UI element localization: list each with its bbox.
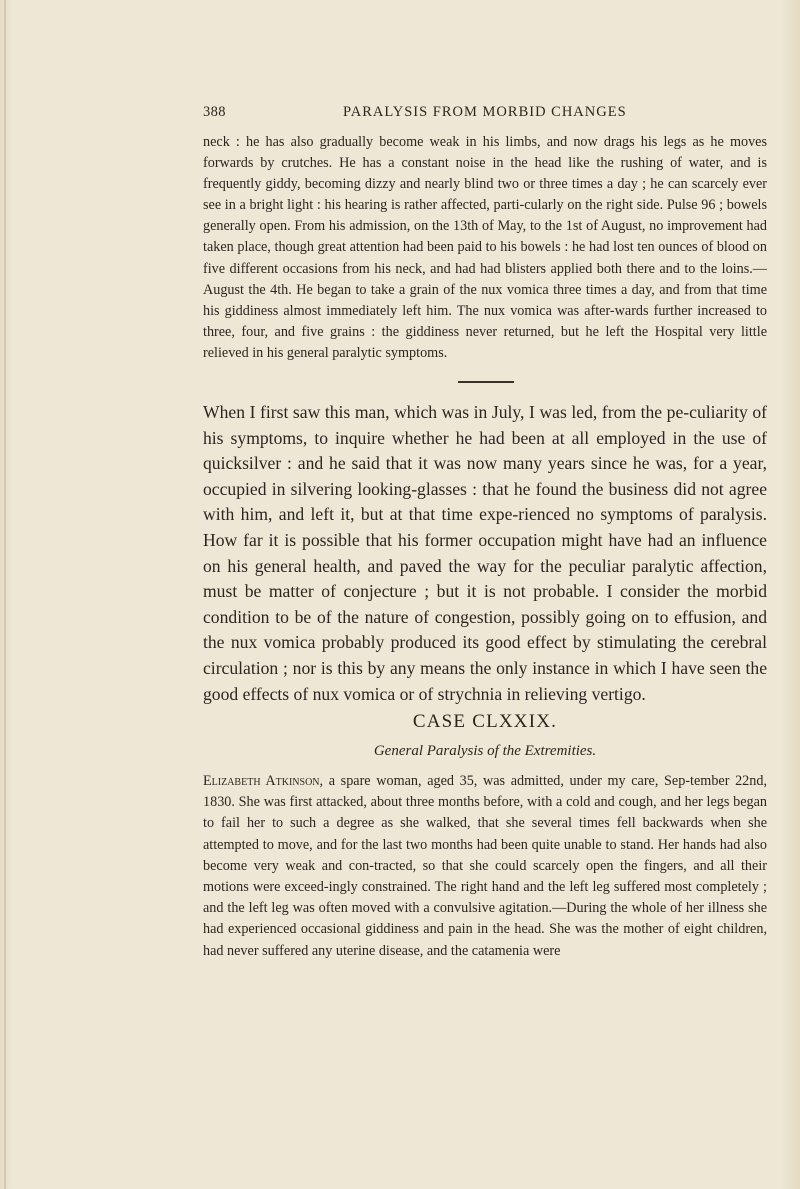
case-title: CASE CLXXIX. [412, 711, 558, 732]
page-header [203, 104, 767, 124]
patient-name: Elizabeth Atkinson, [203, 773, 324, 789]
commentary-paragraph: When I first saw this man, which was in July, I was led, from the pe-culiarity of his symptoms, to inquire whether he had been at all employed in the use of quicksilver : and he said that it was now many years since he was, for a year, occupied in silvering looking-glasses : that he found the business did not agree with him, and left it, but at that time expe-rienced no symptoms of paralysis. How far it is possible that his former occupation might have had an influence on his general health, and paved the way for the peculiar paralytic affection, must be matter of conjecture ; but it is not probable. I consider the morbid condition to be of the nature of congestion, possibly going on to effusion, and the nux vomica probably produced its good effect by stimulating the cerebral circulation ; nor is this by any means the only instance in which I have seen the good effects of nux vomica or of strychnia in relieving vertigo. [203, 402, 767, 704]
section-divider [458, 381, 514, 383]
case-history-paragraph [203, 771, 767, 962]
case-narrative-paragraph: neck : he has also gradually become weak in his limbs, and now drags his legs as he moves forwards by crutches. He has a constant noise in the head like the rushing of water, and is frequently giddy, becoming dizzy and nearly blind two or three times a day ; he can scarcely ever see in a bright light : his hearing is rather affected, parti-cularly on the right side. Pulse 96 ; bowels generally open. From his admission, on the 13th of May, to the 1st of August, no improvement had taken place, though great attention had been paid to his bowels : he had lost ten ounces of blood on five different occasions from his neck, and had had blisters applied both there and to the loins.—August the 4th. He began to take a grain of the nux vomica three times a day, and from that time his giddiness almost immediately left him. The nux vomica was after-wards further increased to three, four, and five grains : the giddiness never returned, but he left the Hospital very little relieved in his general paralytic symptoms. [203, 134, 767, 361]
running-title: PARALYSIS FROM MORBID CHANGES [343, 104, 627, 120]
page-gutter [4, 0, 6, 1189]
case-subtitle: General Paralysis of the Extremities. [373, 743, 597, 759]
case-history-text: a spare woman, aged 35, was admitted, under my care, Sep-tember 22nd, 1830. She was first attacked, about three months before, with a cold and cough, and her legs began to fail her to such a degree as she walked, that she several times fell backwards when she attempted to move, and for the last two months had been quite unable to stand. Her hands had also become very weak and con-tracted, so that she could scarcely open the fingers, and all their motions were exceed-ingly constrained. The right hand and the left leg suffered most completely ; and the left leg was often moved with a convulsive agitation.—During the whole of her illness she had experienced occasional giddiness and pain in the head. She was the mother of eight children, had never suffered any uterine disease, and the catamenia were [203, 773, 767, 959]
page-number: 388 [203, 104, 226, 120]
